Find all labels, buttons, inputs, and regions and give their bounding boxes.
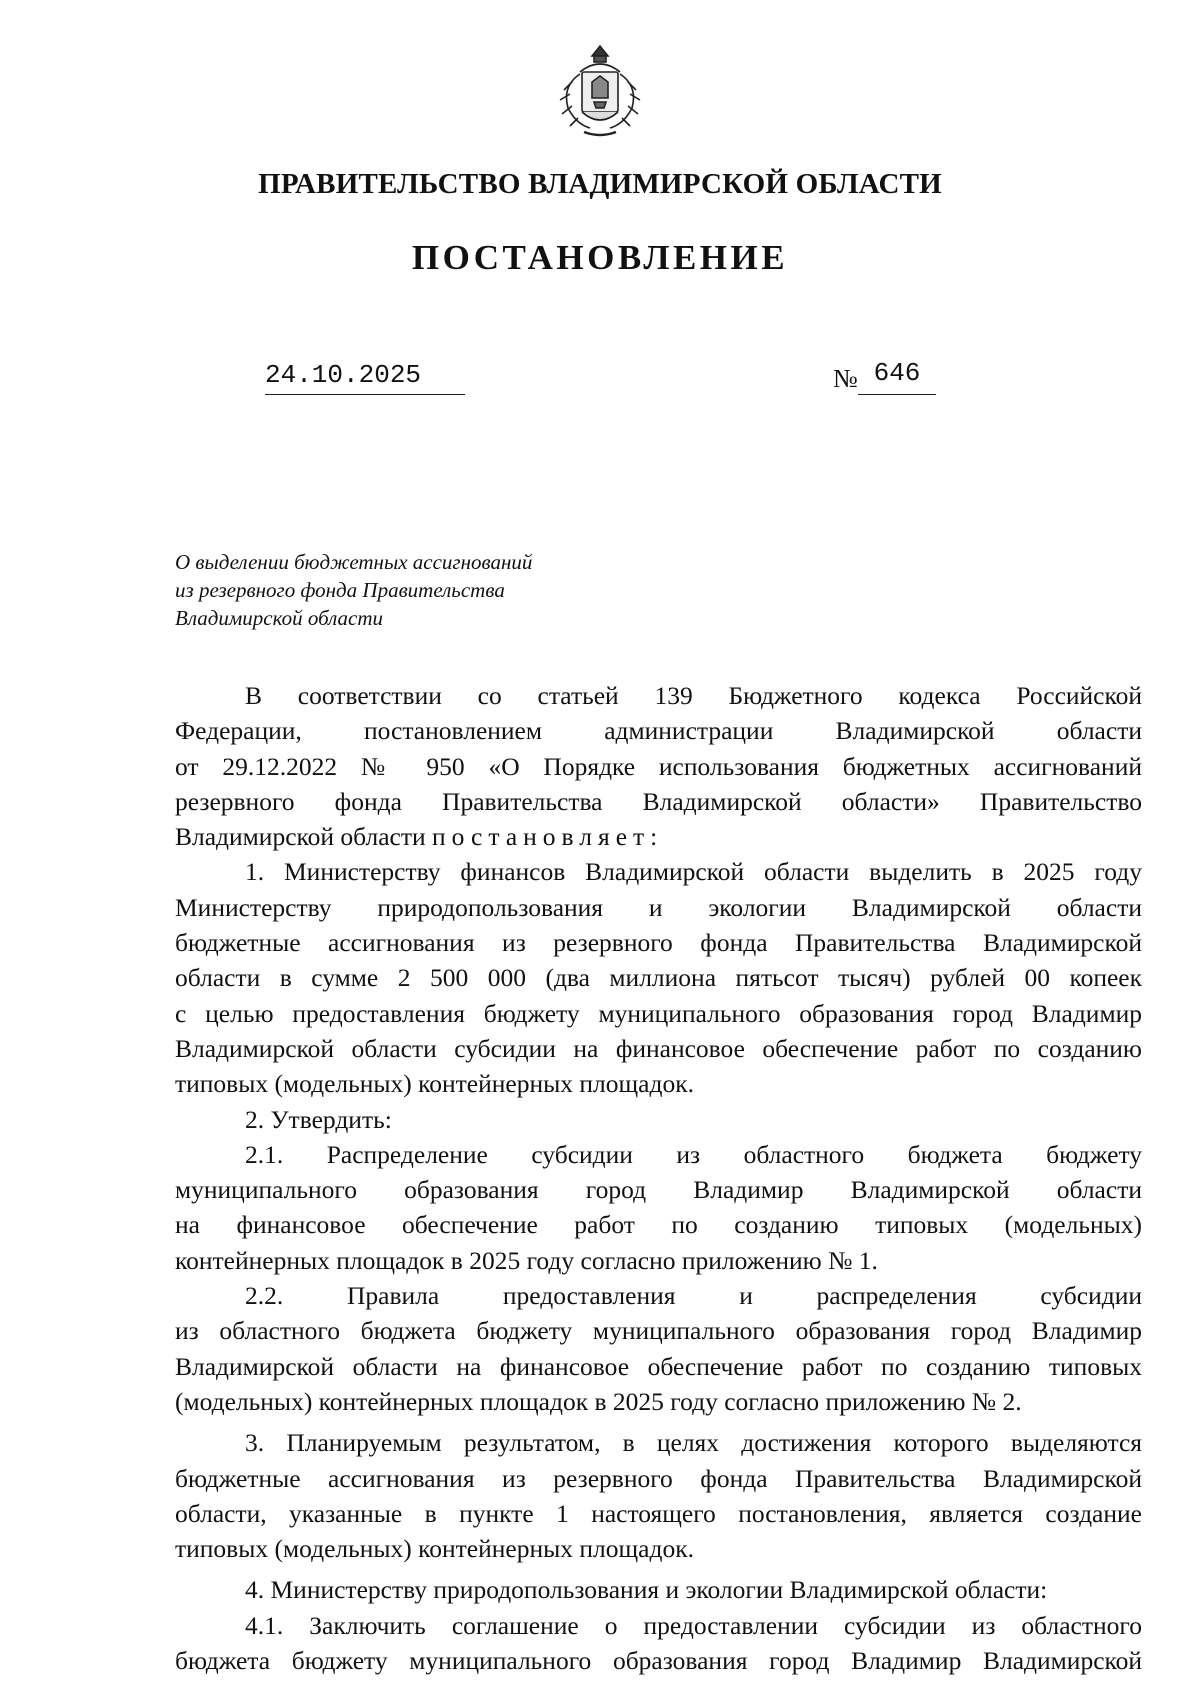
body-line: 4.1. Заключить соглашение о предоставлении субсидии из областного: [245, 1610, 1142, 1640]
body-line: Министерству природопользования и экологии Владимирской области: [175, 892, 1142, 922]
body-line: 1. Министерству финансов Владимирской области выделить в 2025 году: [245, 857, 1142, 887]
subject-line: О выделении бюджетных ассигнований: [175, 550, 533, 574]
body-line: (модельных) контейнерных площадок в 2025 году согласно приложению № 2.: [175, 1386, 1022, 1416]
body-line: резервного фонда Правительства Владимирской области» Правительство: [175, 786, 1142, 816]
document-subject: [175, 548, 695, 632]
date-underline: [265, 394, 465, 395]
number-underline: [858, 394, 936, 395]
body-line: из областного бюджета бюджету муниципального образования город Владимир: [175, 1316, 1142, 1346]
body-line: муниципального образования город Владимир Владимирской области: [175, 1175, 1142, 1205]
body-line: 2.1. Распределение субсидии из областного бюджета бюджету: [245, 1139, 1142, 1169]
body-line: 3. Планируемым результатом, в целях достижения которого выделяются: [245, 1428, 1142, 1458]
body-line: Владимирской области на финансовое обеспечение работ по созданию типовых: [175, 1351, 1142, 1381]
subject-line: Владимирской области: [175, 606, 384, 630]
coat-of-arms-emblem: [554, 42, 646, 140]
document-date: 24.10.2025: [265, 360, 422, 390]
body-line: с целью предоставления бюджету муниципального образования город Владимир: [175, 998, 1142, 1028]
body-line: бюджета бюджету муниципального образования город Владимир Владимирской: [175, 1646, 1142, 1676]
body-line: [175, 819, 1142, 854]
body-line: В соответствии со статьей 139 Бюджетного кодекса Российской: [245, 681, 1142, 710]
document-type-title: ПОСТАНОВЛЕНИЕ: [411, 238, 789, 277]
subject-line: из резервного фонда Правительства: [175, 578, 505, 602]
government-title: ПРАВИТЕЛЬСТВО ВЛАДИМИРСКОЙ ОБЛАСТИ: [258, 168, 942, 200]
body-line: области, указанные в пункте 1 настоящего постановления, является создание: [175, 1498, 1142, 1528]
body-line: Владимирской области субсидии на финансовое обеспечение работ по созданию: [175, 1033, 1142, 1063]
body-text: Владимирской области: [175, 822, 433, 852]
body-line: области в сумме 2 500 000 (два миллиона пятьсот тысяч) рублей 00 копеек: [175, 963, 1142, 993]
decree-word: постановляет:: [432, 822, 664, 852]
body-line: типовых (модельных) контейнерных площадок.: [175, 1534, 694, 1564]
body-line: 2.2. Правила предоставления и распределения субсидии: [245, 1281, 1142, 1311]
body-line: 4. Министерству природопользования и экологии Владимирской области:: [245, 1575, 1048, 1605]
body-line: типовых (модельных) контейнерных площадок.: [175, 1069, 694, 1099]
body-line: Федерации, постановлением администрации Владимирской области: [175, 716, 1142, 746]
number-sign: №: [833, 364, 858, 393]
body-line: от 29.12.2022 № 950 «О Порядке использования бюджетных ассигнований: [175, 751, 1142, 781]
body-line: бюджетные ассигнования из резервного фонда Правительства Владимирской: [175, 928, 1142, 958]
document-body: [175, 678, 1142, 1678]
body-line: бюджетные ассигнования из резервного фонда Правительства Владимирской: [175, 1463, 1142, 1493]
document-number: 646: [873, 358, 921, 388]
body-line: на финансовое обеспечение работ по созданию типовых (модельных): [175, 1210, 1142, 1240]
body-line: 2. Утвердить:: [245, 1104, 392, 1134]
body-line: контейнерных площадок в 2025 году согласно приложению № 1.: [175, 1245, 878, 1275]
